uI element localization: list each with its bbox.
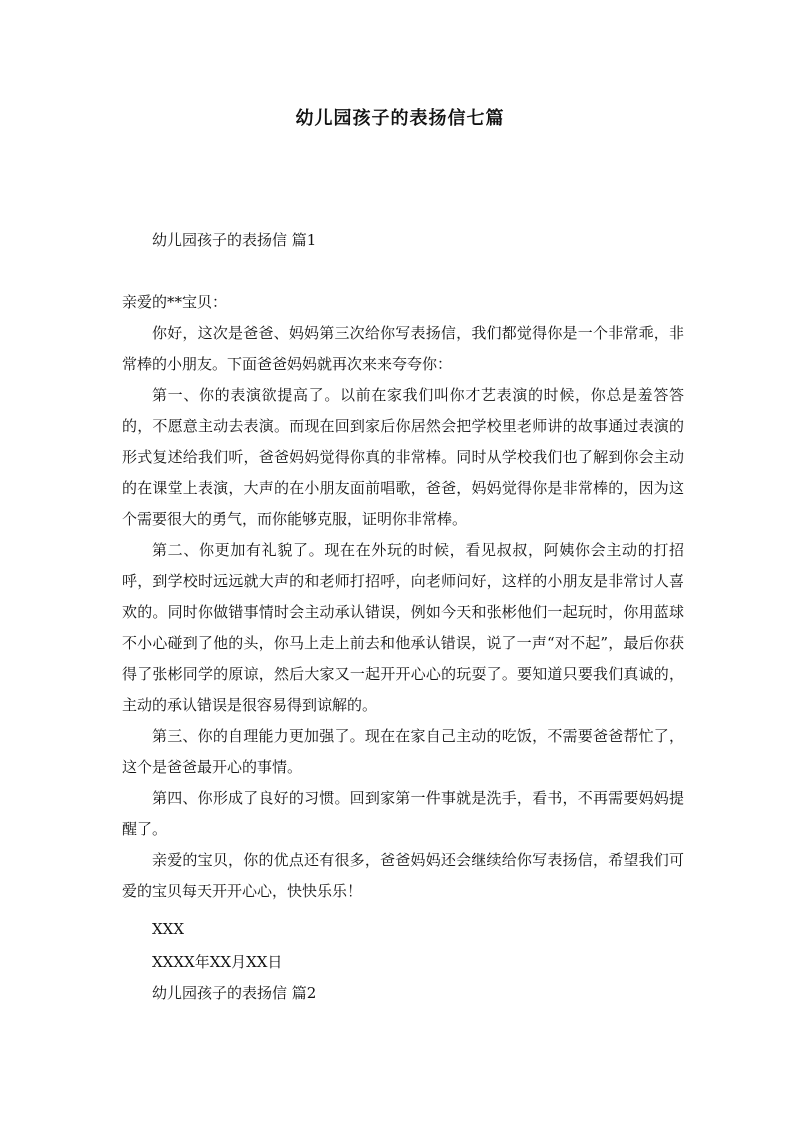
letter-body bbox=[122, 318, 684, 907]
signature-date: XXXX年XX月XX日 bbox=[152, 953, 283, 971]
paragraph-point-2: 第二、你更加有礼貌了。现在在外玩的时候，看见叔叔，阿姨你会主动的打招呼，到学校时远远就大声的和老师打招呼，向老师问好，这样的小朋友是非常讨人喜欢的。同时你做错事情时会主动承认错误，例如今天和张彬他们一起玩时，你用蓝球不小心碰到了他的头，你马上走上前去和他承认错误，说了一声“对不起”，最后你获得了张彬同学的原谅，然后大家又一起开开心心的玩耍了。要知道只要我们真诚的，主动的承认错误是很容易得到谅解的。 bbox=[122, 541, 684, 714]
paragraph-point-4: 第四、你形成了良好的习惯。回到家第一件事就是洗手，看书，不再需要妈妈提醒了。 bbox=[122, 789, 684, 838]
paragraph-intro: 你好，这次是爸爸、妈妈第三次给你写表扬信，我们都觉得你是一个非常乖，非常棒的小朋友。下面爸爸妈妈就再次来来夸夸你： bbox=[122, 324, 684, 373]
document-title: 幼儿园孩子的表扬信七篇 bbox=[295, 108, 505, 129]
signature-name: XXX bbox=[152, 920, 185, 938]
section-heading-1: 幼儿园孩子的表扬信 篇1 bbox=[152, 231, 317, 249]
letter-salutation: 亲爱的**宝贝： bbox=[122, 293, 228, 311]
paragraph-closing: 亲爱的宝贝，你的优点还有很多，爸爸妈妈还会继续给你写表扬信，希望我们可爱的宝贝每天开开心心，快快乐乐！ bbox=[122, 851, 684, 900]
section-heading-2: 幼儿园孩子的表扬信 篇2 bbox=[152, 984, 317, 1002]
paragraph-point-3: 第三、你的自理能力更加强了。现在在家自己主动的吃饭，不需要爸爸帮忙了，这个是爸爸最开心的事情。 bbox=[122, 727, 684, 776]
paragraph-point-1: 第一、你的表演欲提高了。以前在家我们叫你才艺表演的时候，你总是羞答答的，不愿意主动去表演。而现在回到家后你居然会把学校里老师讲的故事通过表演的形式复述给我们听，爸爸妈妈觉得你真的非常棒。同时从学校我们也了解到你会主动的在课堂上表演，大声的在小朋友面前唱歌，爸爸，妈妈觉得你是非常棒的，因为这个需要很大的勇气，而你能够克服，证明你非常棒。 bbox=[122, 386, 684, 528]
